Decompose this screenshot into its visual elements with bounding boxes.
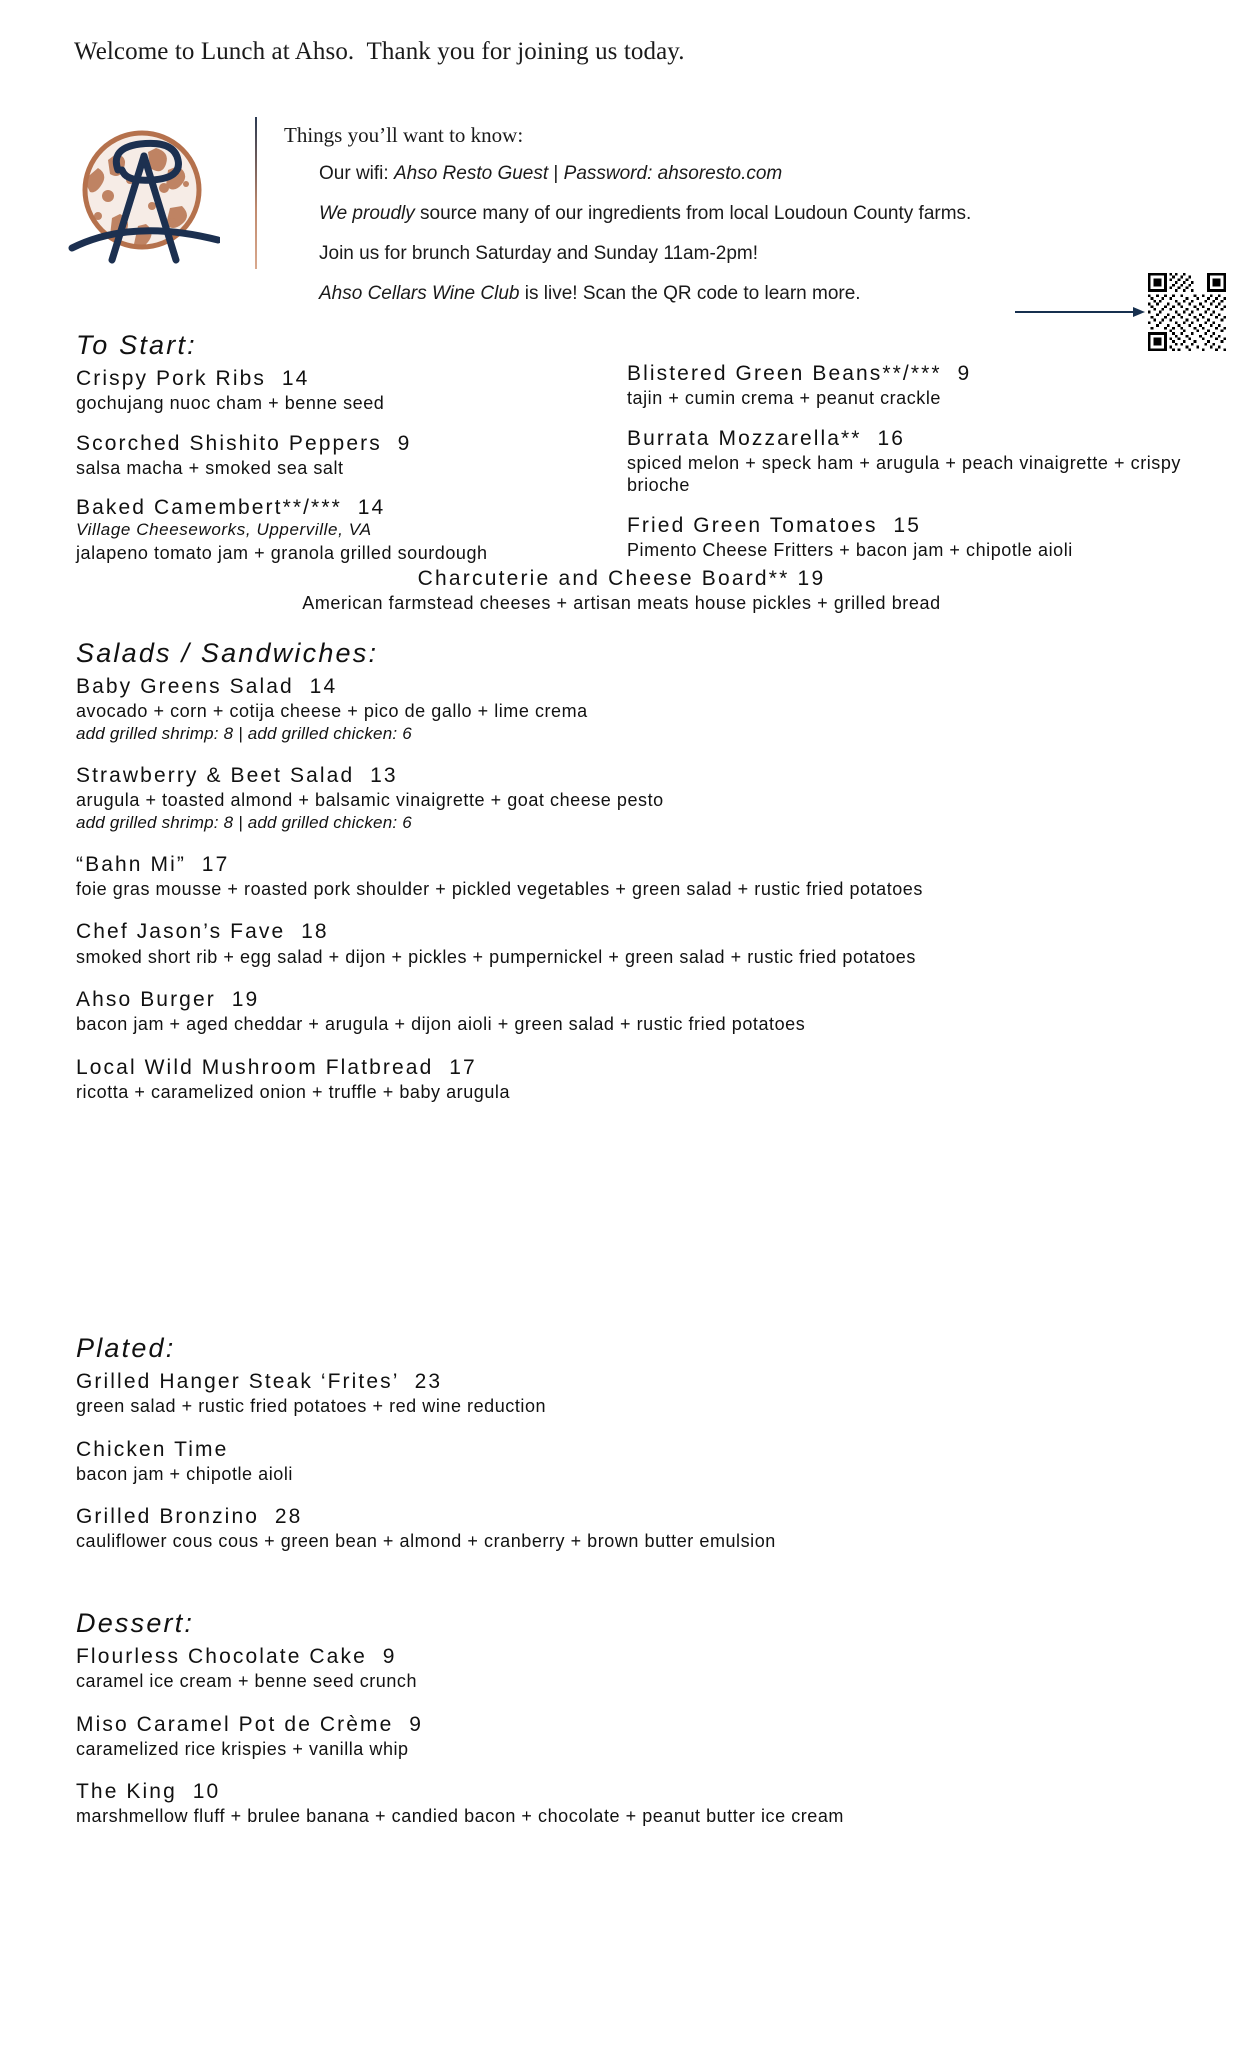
section-salads-sandwiches (76, 638, 1166, 1123)
menu-item-name: “Bahn Mi” 17 (76, 852, 230, 876)
menu-item (627, 362, 1187, 410)
menu-item-name: The King 10 (76, 1780, 221, 1804)
menu-item-name: Grilled Hanger Steak ‘Frites’ 23 (76, 1370, 443, 1393)
info-line-wine-club (319, 283, 861, 305)
menu-item (76, 367, 596, 415)
menu-item-name: Charcuterie and Cheese Board** 19 (417, 567, 826, 590)
menu-item-name: Ahso Burger 19 (76, 988, 260, 1012)
menu-item-name: Fried Green Tomatoes 15 (627, 513, 921, 537)
menu-item-desc: avocado + corn + cotija cheese + pico de gallo + lime crema (76, 701, 588, 722)
to-start-right-column (627, 362, 1187, 578)
menu-item-desc: jalapeno tomato jam + granola grilled sourdough (76, 542, 488, 563)
menu-item-name: Baked Camembert**/*** 14 (76, 496, 386, 520)
menu-item-name: Strawberry & Beet Salad 13 (76, 763, 398, 787)
menu-item (76, 432, 596, 480)
menu-item-desc: spiced melon + speck ham + arugula + peach vinaigrette + crispy brioche (627, 452, 1181, 496)
info-block (60, 105, 1200, 304)
menu-item-addons: add grilled shrimp: 8 | add grilled chicken: 6 (76, 723, 412, 743)
menu-item (76, 1645, 1166, 1693)
info-em-1: Ahso Resto Guest (393, 163, 549, 184)
menu-item (76, 988, 1166, 1036)
to-start-left-column (76, 330, 596, 581)
menu-item (76, 1780, 1166, 1828)
menu-item-name: Crispy Pork Ribs 14 (76, 367, 310, 390)
menu-item-desc: tajin + cumin crema + peanut crackle (627, 388, 941, 409)
menu-item (76, 496, 596, 564)
menu-item (627, 427, 1187, 497)
menu-item-name: Grilled Bronzino 28 (76, 1505, 303, 1529)
menu-item-addons: add grilled shrimp: 8 | add grilled chicken: 6 (76, 812, 412, 832)
menu-item-desc: cauliflower cous cous + green bean + almond + cranberry + brown butter emulsion (76, 1531, 776, 1552)
menu-item (76, 764, 1166, 833)
menu-item-desc: green salad + rustic fried potatoes + red wine reduction (76, 1396, 547, 1417)
info-line-brunch (319, 243, 758, 265)
section-title-dessert: Dessert: (76, 1608, 195, 1638)
menu-item-note: Village Cheeseworks, Upperville, VA (76, 520, 372, 540)
section-title-to-start: To Start: (76, 330, 197, 360)
menu-item-name: Blistered Green Beans**/*** 9 (627, 362, 972, 385)
menu-item-desc: smoked short rib + egg salad + dijon + pickles + pumpernickel + green salad + rustic fried potatoes (76, 946, 916, 967)
qr-code-icon[interactable] (1148, 273, 1226, 351)
menu-item-desc: marshmellow fluff + brulee banana + candied bacon + chocolate + peanut butter ice cream (76, 1806, 844, 1827)
info-line-wifi (319, 163, 782, 185)
info-em-1: We proudly (319, 203, 415, 224)
menu-item-desc: arugula + toasted almond + balsamic vinaigrette + goat cheese pesto (76, 790, 664, 811)
menu-item-desc: foie gras mousse + roasted pork shoulder + pickled vegetables + green salad + rustic fried potatoes (76, 878, 923, 899)
menu-item-desc: salsa macha + smoked sea salt (76, 457, 344, 478)
menu-item-name: Scorched Shishito Peppers 9 (76, 431, 412, 455)
menu-item (76, 1713, 1166, 1761)
menu-item-name: Burrata Mozzarella** 16 (627, 426, 906, 450)
menu-item-desc: American farmstead cheeses + artisan meats house pickles + grilled bread (302, 593, 941, 614)
menu-item (76, 1505, 1166, 1553)
menu-item-name: Baby Greens Salad 14 (76, 675, 338, 698)
info-heading: Things you’ll want to know: (284, 123, 524, 147)
menu-item-name: Flourless Chocolate Cake 9 (76, 1645, 397, 1668)
menu-item-desc: gochujang nuoc cham + benne seed (76, 393, 385, 414)
info-em-1: Ahso Cellars Wine Club (319, 283, 520, 304)
menu-item-desc: bacon jam + aged cheddar + arugula + dijon aioli + green salad + rustic fried potatoes (76, 1014, 806, 1035)
ahso-logo-icon (60, 110, 220, 270)
menu-item (76, 853, 1166, 901)
menu-item-charcuterie-board (0, 567, 1243, 615)
menu-item-desc: caramelized rice krispies + vanilla whip (76, 1738, 409, 1759)
section-plated (76, 1333, 1166, 1573)
welcome-line: Welcome to Lunch at Ahso. Thank you for joining us today. (74, 38, 685, 65)
info-pre: Our wifi: (319, 163, 394, 184)
menu-item (76, 1370, 1166, 1418)
vertical-divider (255, 117, 257, 269)
info-line-local-sourcing (319, 203, 971, 225)
menu-item-name: Chicken Time (76, 1437, 229, 1461)
section-title-plated: Plated: (76, 1333, 176, 1363)
section-dessert (76, 1608, 1166, 1848)
menu-item (627, 514, 1187, 562)
menu-item (76, 920, 1166, 968)
menu-item (76, 1056, 1166, 1104)
menu-item-desc: bacon jam + chipotle aioli (76, 1463, 293, 1484)
menu-item-name: Miso Caramel Pot de Crème 9 (76, 1712, 424, 1736)
info-em-2: Password: ahsoresto.com (563, 163, 783, 184)
menu-item (76, 1438, 1166, 1486)
info-mid: is live! Scan the QR code to learn more. (519, 283, 861, 304)
info-pre: Join us for brunch Saturday and Sunday 11am-2pm! (319, 243, 759, 264)
arrow-right-icon (1015, 305, 1145, 319)
info-mid: source many of our ingredients from local Loudoun County farms. (414, 203, 972, 224)
menu-item-desc: ricotta + caramelized onion + truffle + baby arugula (76, 1081, 511, 1102)
menu-item-desc: Pimento Cheese Fritters + bacon jam + chipotle aioli (627, 539, 1073, 560)
section-title-salads-sandwiches: Salads / Sandwiches: (76, 638, 379, 668)
menu-item-name: Local Wild Mushroom Flatbread 17 (76, 1055, 477, 1079)
menu-item-name: Chef Jason’s Fave 18 (76, 920, 329, 944)
menu-item (76, 675, 1166, 744)
menu-item-desc: caramel ice cream + benne seed crunch (76, 1671, 418, 1692)
info-mid: | (548, 163, 564, 184)
